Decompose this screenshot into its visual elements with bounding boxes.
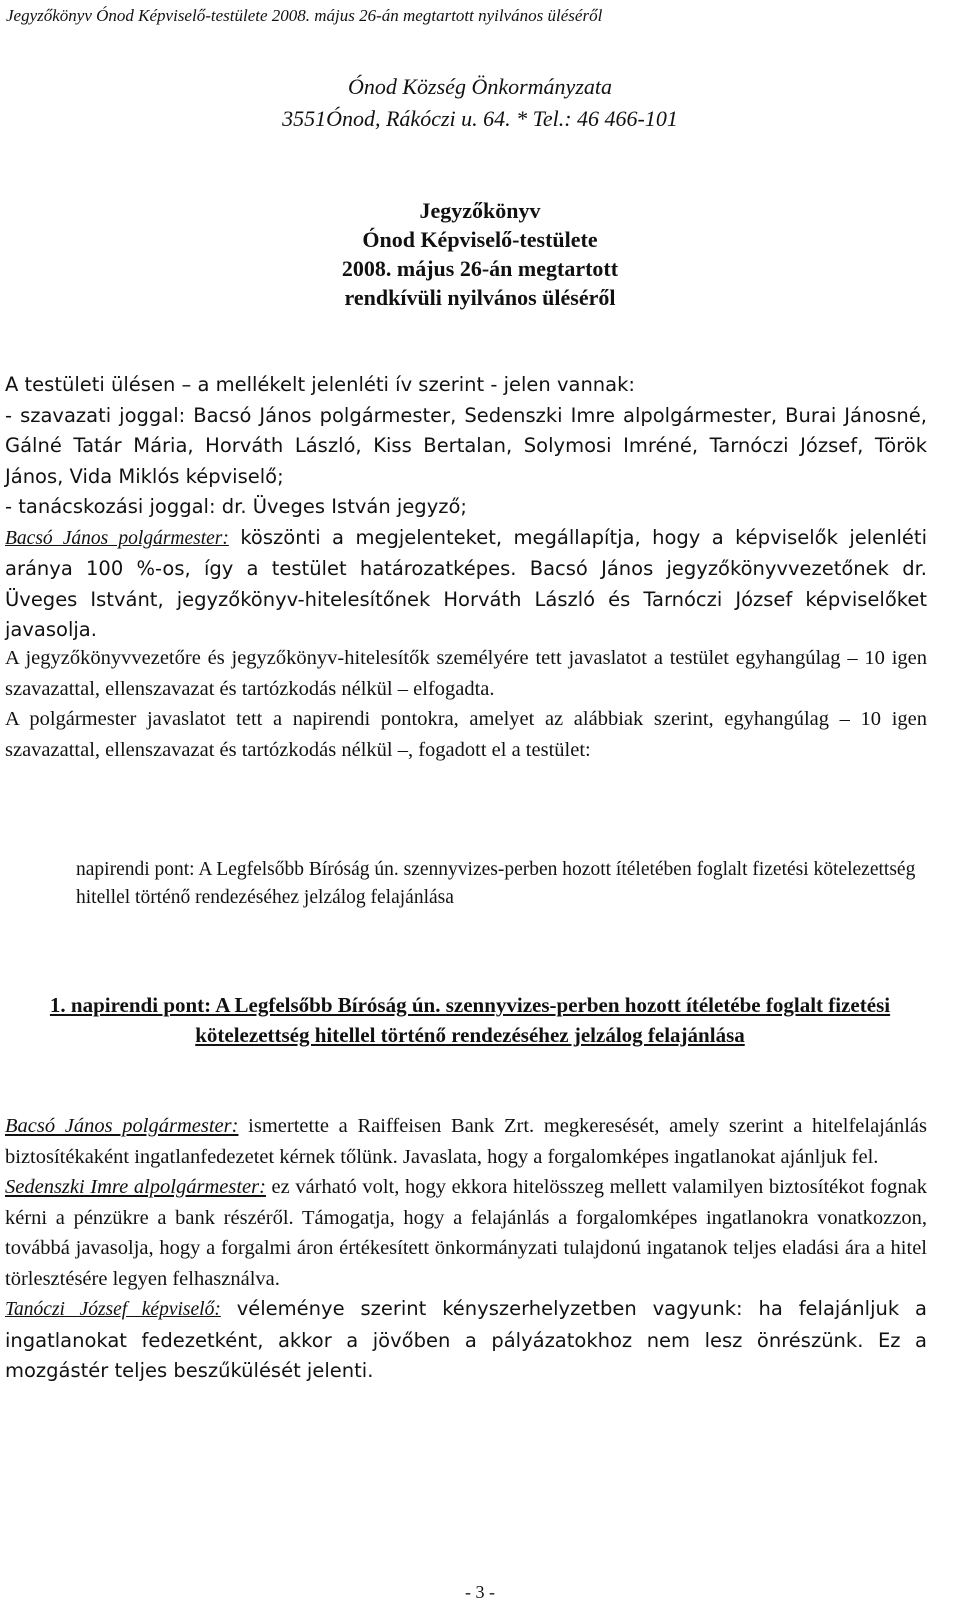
section-heading: 1. napirendi pont: A Legfelsőbb Bíróság ún. szennyvizes-perben hozott ítéletébe foglalt fizetési kötelezettség hitellel történő rendezéséhez jelzálog felajánlása <box>49 993 891 1047</box>
resolutions-section <box>5 643 927 765</box>
speaker-name: Bacsó János polgármester: <box>5 1115 239 1137</box>
attendance-section <box>5 370 927 646</box>
discussion-text: ismertette a Raiffeisen Bank Zrt. megkeresését, amely szerint a hitelfelajánlás biztosítékaként ingatlanfedezetet kérnek tőlünk. Javaslata, hogy a forgalomképes ingatlanokat ajánljuk fel. <box>5 1115 927 1168</box>
page-number: - 3 - <box>465 1582 495 1602</box>
running-header: Jegyzőkönyv Ónod Képviselő-testülete 2008. május 26-án megtartott nyilvános üléséről <box>6 6 603 25</box>
agenda-item <box>30 856 930 912</box>
resolution-recorders: A jegyzőkönyvvezetőre és jegyzőkönyv-hitelesítők személyére tett javaslatot a testület egyhangúlag – 10 igen szavazattal, ellenszavazat és tartózkodás nélkül – elfogadta. <box>5 647 927 700</box>
attendance-voting-members: - szavazati joggal: Bacsó János polgármester, Sedenszki Imre alpolgármester, Burai Jánosné, Gálné Tatár Mária, Horváth László, Kiss Bertalan, Solymosi Imréné, Tarnóczi József, Török János, Vida Miklós képviselő; <box>5 403 927 488</box>
title-line-3: 2008. május 26-án megtartott <box>341 256 619 281</box>
speaker-name: Tanóczi József képviselő: <box>5 1299 221 1320</box>
title-line-1: Jegyzőkönyv <box>419 198 541 223</box>
discussion-entry <box>5 1111 927 1172</box>
discussion-text: ez várható volt, hogy ekkora hitelösszeg mellett valamilyen biztosítékot fognak kérni a pénzükre a bank részéről. Támogatja, hogy a felajánlás a forgalomképes ingatlanokra vonatkozzon, továbbá javasolja, hogy a forgalmi áron értékesített önkormányzati tulajdonú ingatanok teljes eladási ára a hitel törlesztésére legyen felhasználva. <box>5 1176 927 1290</box>
speaker-name: Bacsó János polgármester: <box>5 527 229 549</box>
title-line-4: rendkívüli nyilvános üléséről <box>344 285 616 310</box>
agenda-item-text: napirendi pont: A Legfelsőbb Bíróság ún. szennyvizes-perben hozott ítéletében foglalt fizetési kötelezettség hitellel történő rendezéséhez jelzálog felajánlása <box>76 859 916 908</box>
attendance-advisory-members: - tanácskozási joggal: dr. Üveges István jegyző; <box>5 495 467 518</box>
speaker-name: Sedenszki Imre alpolgármester: <box>5 1176 266 1198</box>
discussion-entry <box>5 1172 927 1294</box>
resolution-agenda: A polgármester javaslatot tett a napirendi pontokra, amelyet az alábbiak szerint, egyhangúlag – 10 igen szavazattal, ellenszavazat és tartózkodás nélkül –, fogadott el a testület: <box>5 708 927 761</box>
discussion-entry <box>5 1294 927 1387</box>
agenda-item-number <box>30 856 76 884</box>
agenda-list <box>30 856 930 912</box>
letterhead-address: 3551Ónod, Rákóczi u. 64. * Tel.: 46 466-101 <box>282 106 678 131</box>
opening-text: köszönti a megjelenteket, megállapítja, hogy a képviselők jelenléti aránya 100 %-os, így a testület határozatképes. Bacsó János jegyzőkönyvvezetőnek dr. Üveges Istvánt, jegyzőkönyv-hitelesítőnek Horváth László és Tarnóczi József képviselőket javasolja. <box>5 525 927 641</box>
discussion-text: véleménye szerint kényszerhelyzetben vagyunk: ha felajánljuk a ingatlanokat fedezetként, akkor a jövőben a pályázatokhoz nem lesz önrészünk. Ez a mozgástér teljes beszűkülését jelenti. <box>5 1297 927 1382</box>
attendance-intro: A testületi ülésen – a mellékelt jelenléti ív szerint - jelen vannak: <box>5 373 635 396</box>
letterhead-organization: Ónod Község Önkormányzata <box>348 74 612 99</box>
document-title <box>0 196 960 312</box>
discussion-section <box>5 1111 927 1387</box>
opening-paragraph <box>5 523 927 646</box>
title-line-2: Ónod Képviselő-testülete <box>362 227 598 252</box>
